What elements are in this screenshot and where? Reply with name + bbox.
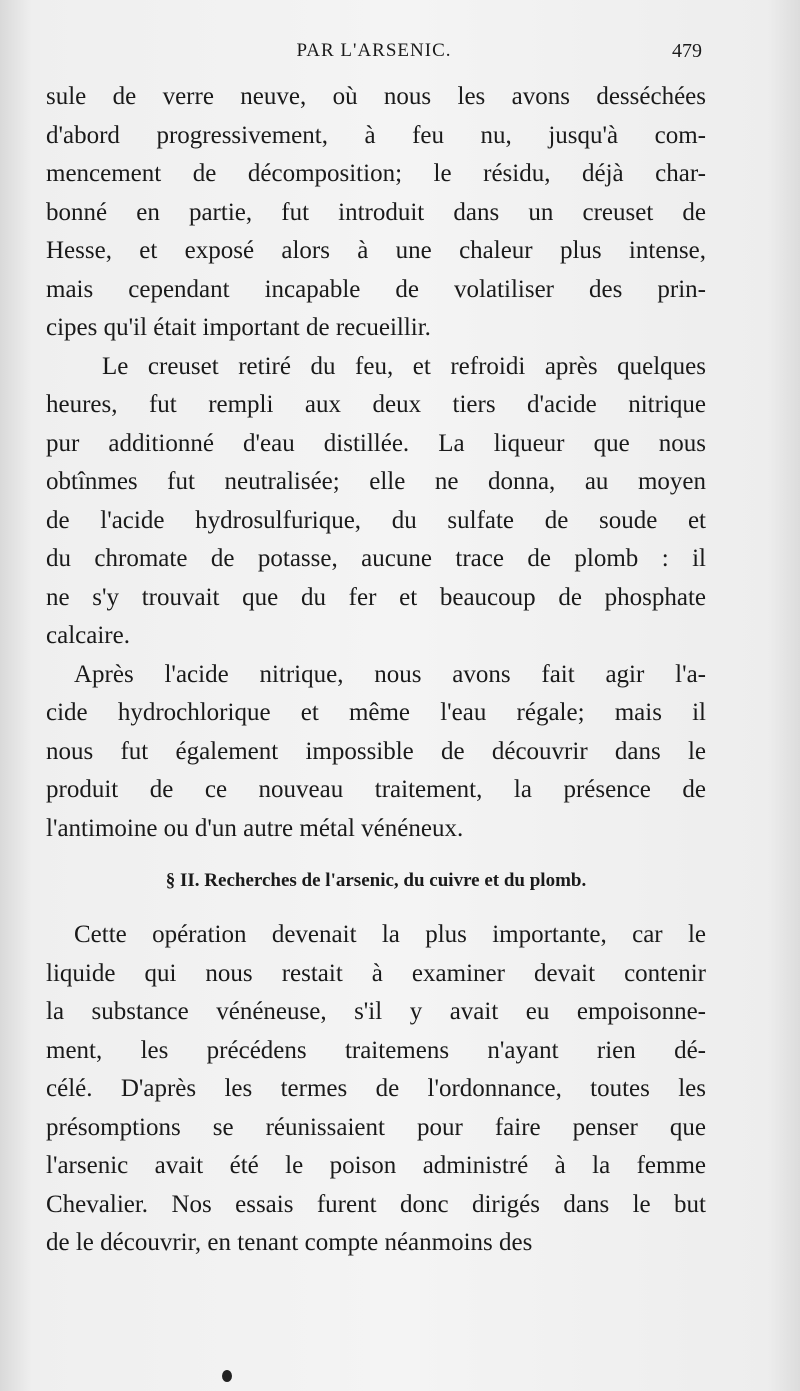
running-head: PAR L'ARSENIC. — [296, 40, 452, 61]
text-line: du chromate de potasse, aucune trace de plomb : il — [46, 545, 706, 572]
text-line: de le découvrir, en tenant compte néanmoins des — [46, 1229, 533, 1256]
text-line: Après l'acide nitrique, nous avons fait agir l'a- — [74, 660, 706, 688]
text-line: d'abord progressivement, à feu nu, jusqu'à com- — [46, 121, 706, 149]
text-line: cide hydrochlorique et même l'eau régale; mais il — [46, 699, 706, 726]
text-line: la substance vénéneuse, s'il y avait eu empoisonne- — [46, 998, 706, 1025]
text-line: produit de ce nouveau traitement, la présence de — [46, 776, 706, 803]
page-number: 479 — [672, 40, 702, 62]
text-line: Chevalier. Nos essais furent donc dirigés dans le but — [46, 1190, 706, 1218]
text-line: mencement de décomposition; le résidu, déjà char- — [46, 160, 706, 187]
text-line: l'antimoine ou d'un autre métal vénéneux. — [46, 814, 464, 842]
text-line: sule de verre neuve, où nous les avons desséchées — [46, 83, 706, 110]
text-line: Cette opération devenait la plus importante, car le — [74, 921, 706, 948]
text-line: calcaire. — [46, 622, 130, 649]
text-line: bonné en partie, fut introduit dans un creuset de — [46, 198, 706, 226]
text-line: Hesse, et exposé alors à une chaleur plus intense, — [46, 237, 706, 264]
paragraph-creuset — [46, 348, 706, 656]
text-line: ment, les précédens traitemens n'ayant rien dé- — [46, 1036, 706, 1064]
text-line: nous fut également impossible de découvrir dans le — [46, 737, 706, 765]
text-line: célé. D'après les termes de l'ordonnance, toutes les — [46, 1075, 706, 1102]
text-line: l'arsenic avait été le poison administré à la femme — [46, 1152, 706, 1179]
text-line: présomptions se réunissaient pour faire penser que — [46, 1113, 706, 1141]
paragraph-acide — [46, 656, 706, 849]
section-heading: § II. Recherches de l'arsenic, du cuivre et du plomb. — [165, 870, 587, 891]
text-line: obtînmes fut neutralisée; elle ne donna, au moyen — [46, 468, 706, 495]
text-line: liquide qui nous restait à examiner devait contenir — [46, 959, 706, 987]
page-header — [46, 36, 702, 70]
text-line: pur additionné d'eau distillée. La liqueur que nous — [46, 429, 706, 457]
body-text — [46, 78, 706, 1263]
ink-spot — [222, 1370, 232, 1382]
text-line: de l'acide hydrosulfurique, du sulfate de soude et — [46, 506, 706, 534]
text-line: heures, fut rempli aux deux tiers d'acide nitrique — [46, 391, 706, 418]
text-line: mais cependant incapable de volatiliser des prin- — [46, 275, 706, 303]
text-line: Le creuset retiré du feu, et refroidi après quelques — [102, 352, 706, 380]
paragraph-operation — [46, 916, 706, 1263]
text-line: cipes qu'il était important de recueillir. — [46, 314, 431, 341]
paragraph-continued — [46, 78, 706, 348]
text-line: ne s'y trouvait que du fer et beaucoup de phosphate — [46, 583, 706, 611]
